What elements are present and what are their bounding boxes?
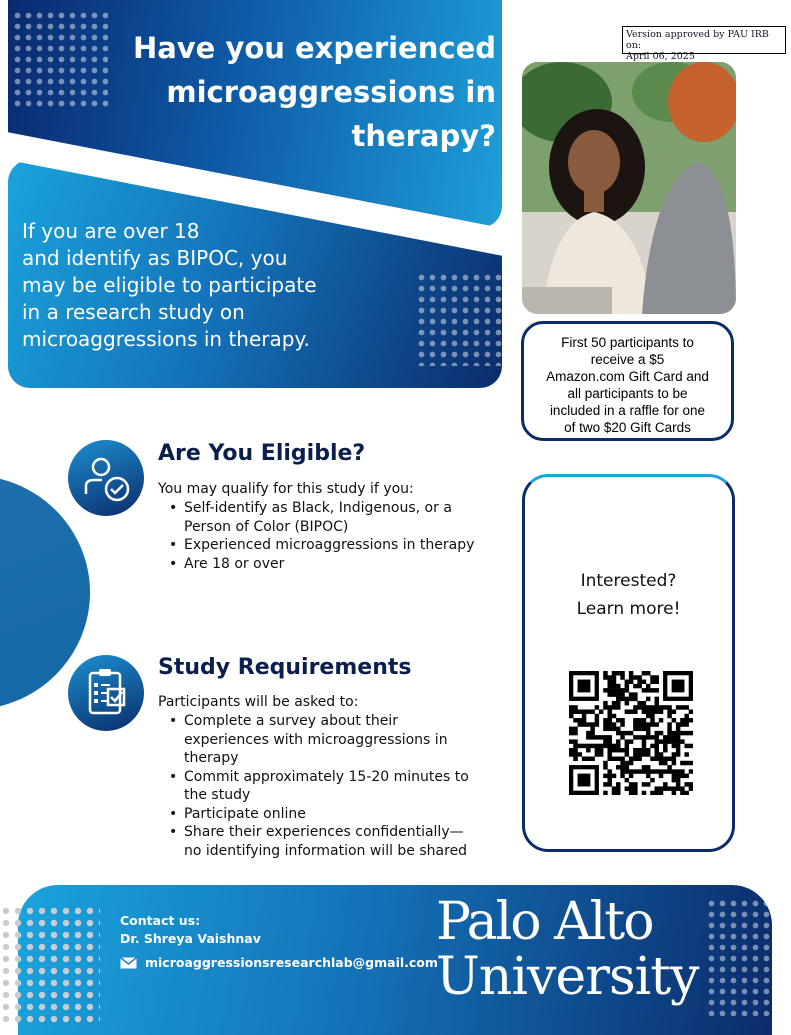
irb-approval-note: Version approved by PAU IRB on: April 06, 2025 (622, 26, 786, 54)
list-item: • Are 18 or over (158, 555, 508, 574)
intro-text: If you are over 18 and identify as BIPOC, you may be eligible to participate in a research study on microaggressions in therapy. (22, 219, 317, 351)
list-item: • Participate online (158, 805, 508, 824)
eligibility-list (158, 499, 508, 573)
contact-name: Dr. Shreya Vaishnav (120, 931, 261, 946)
eligibility-heading: Are You Eligible? (158, 441, 366, 466)
therapy-photo (522, 62, 736, 314)
requirements-list (158, 712, 508, 860)
contact-label: Contact us: (120, 913, 201, 928)
photo-illustration (522, 62, 736, 314)
requirements-content (158, 693, 508, 860)
title-dot-pattern (12, 10, 108, 108)
requirements-lead: Participants will be asked to: (158, 694, 359, 710)
clipboard-checklist-icon (68, 655, 144, 731)
list-item: • Commit approximately 15-20 minutes to the study (158, 768, 508, 805)
mail-icon (120, 957, 137, 969)
list-item: • Complete a survey about their experiences with microaggressions in therapy (158, 712, 508, 768)
contact-email-row[interactable] (120, 954, 440, 972)
eligibility-content (158, 480, 508, 573)
requirements-icon-circle (68, 655, 144, 731)
list-item: • Share their experiences confidentially— no identifying information will be shared (158, 823, 508, 860)
university-logo: Palo Alto University (436, 892, 699, 1007)
person-check-icon (68, 440, 144, 516)
eligibility-lead: You may qualify for this study if you: (158, 481, 414, 497)
qr-code-graphic (569, 671, 693, 795)
eligibility-icon-circle (68, 440, 144, 516)
learn-more-box (522, 474, 735, 852)
qr-code[interactable] (569, 671, 693, 795)
footer-dot-pattern-right (706, 898, 772, 1016)
contact-email[interactable]: microaggressionsresearchlab@gmail.com (145, 955, 438, 970)
requirements-heading: Study Requirements (158, 655, 412, 680)
list-item: • Experienced microaggressions in therapy (158, 536, 508, 555)
list-item: • Self-identify as Black, Indigenous, or a Person of Color (BIPOC) (158, 499, 508, 536)
gift-card-incentive: First 50 participants to receive a $5 Amazon.com Gift Card and all participants to be included in a raffle for one of two $20 Gift Cards (521, 321, 734, 441)
page-title: Have you experienced microaggressions in therapy? (132, 31, 496, 153)
learn-more-text: Interested? Learn more! (576, 571, 681, 619)
contact-block (120, 912, 440, 972)
intro-dot-pattern (416, 272, 502, 366)
footer-dot-pattern-left (0, 905, 100, 1023)
